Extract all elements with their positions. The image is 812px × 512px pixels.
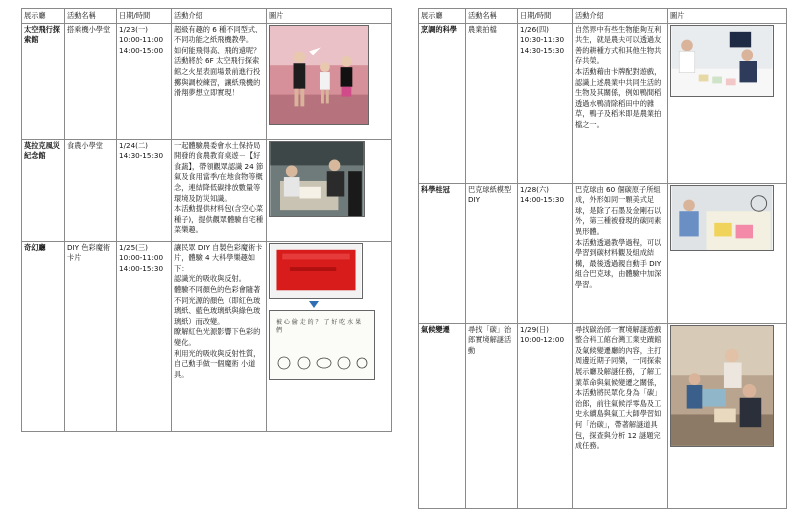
card-handwritten-text: 被 心 偷 走 的 ？ 了 好 吃 水 果 們	[276, 318, 362, 334]
datetime-cell: 1/29(日) 10:00-12:00	[518, 323, 573, 508]
hall-cell: 莫拉克風災紀念館	[22, 139, 65, 241]
intro-cell: 巴克球由 60 個碳原子所組成，外形如同一顆美式足球，是除了石墨及金剛石以外，第三種被發現的碳同素異形體。 本活動透過教學過程，可以學習到碳材料觀及組成結構，最後透過親自動手 DIY 組合巴克球，由體驗中加深學習。	[573, 183, 668, 323]
card-drawing-photo	[269, 310, 375, 380]
header-datetime: 日期/時間	[518, 9, 573, 24]
hall-cell: 太空飛行探索館	[22, 23, 65, 139]
photo-kids-paper-planes	[269, 25, 369, 125]
table-row	[419, 323, 787, 508]
image-cell	[267, 241, 392, 431]
header-hall: 展示廳	[419, 9, 466, 24]
intro-cell: 尋找碳治郎一實境解謎遊戲整合科工館台灣工業史蹟館及氣候變遷廳的內容，主打周邊近期子同樂，一同探索展示廳及解謎任務，了解工業革命與氣候變遷之關係，本活動將民眾化身為「碳」治郎，前往氣候浮零島及工史永續島與氣工大師學習如何「治碳」，帶著解謎道具包，探查與分析 12 謎題完成任務。	[573, 323, 668, 508]
header-image: 圖片	[668, 9, 787, 24]
table-row	[419, 23, 787, 183]
activity-name-cell: 尋找「碳」治郎實境解謎活動	[466, 323, 518, 508]
activity-name-cell: 搭乘機小學堂	[65, 23, 117, 139]
header-hall: 展示廳	[22, 9, 65, 24]
hall-cell: 科學桂冠	[419, 183, 466, 323]
header-intro: 活動介紹	[573, 9, 668, 24]
table-row	[22, 241, 392, 431]
hall-cell: 烹調的科學	[419, 23, 466, 183]
header-name: 活動名稱	[65, 9, 117, 24]
hall-cell: 奇幻廳	[22, 241, 65, 431]
datetime-cell: 1/24(二) 14:30-15:30	[117, 139, 172, 241]
hall-cell: 氣候變遷	[419, 323, 466, 508]
datetime-cell: 1/26(四) 10:30-11:30 14:30-15:30	[518, 23, 573, 183]
activity-name-cell: 巴克球紙模型 DIY	[466, 183, 518, 323]
arrow-down-icon	[309, 301, 319, 308]
table-row	[22, 23, 392, 139]
activity-name-cell: DIY 色彩魔術卡片	[65, 241, 117, 431]
datetime-cell: 1/25(三) 10:00-11:00 14:00-15:30	[117, 241, 172, 431]
photo-escape-game	[670, 325, 774, 447]
image-cell	[267, 23, 392, 139]
activity-name-cell: 食農小學堂	[65, 139, 117, 241]
activity-table-right	[418, 8, 787, 509]
photo-bucky-ball	[670, 185, 774, 251]
image-cell	[668, 23, 787, 183]
intro-cell: 超級有趣的 6 種不同型式、不同功能之紙飛機教學。 如何能飛得高、飛的遠呢？活動將於 6F 太空飛行探索館之火星表面場景前進行投擲與調校練習，讓紙飛機的滑翔夢想立即實現！	[172, 23, 267, 139]
table-header-row	[419, 9, 787, 24]
photo-board-game	[269, 141, 365, 217]
activity-table-left	[21, 8, 392, 432]
table-row	[22, 139, 392, 241]
table-row	[419, 183, 787, 323]
red-cellophane-photo	[269, 243, 363, 299]
intro-cell: 讓民眾 DIY 自製色彩魔術卡片，體驗 4 大科學樂趣如下： 認識光的吸收與反射。 體驗不同顏色的色彩會隨著不同光源的顏色（即紅色玻璃紙、藍色玻璃紙與綠色玻璃紙）而改變。 瞭解紅色光源影響下色彩的變化。 利用光的吸收與反射性質，自己動手做一個魔術 小道具。	[172, 241, 267, 431]
image-cell	[668, 183, 787, 323]
intro-cell: 一起體驗農委會水土保持局開發的食農教育桌遊－【好食蔬】，帶領觀眾認識 24 節氣及食用當季/在地食物等概念，連結降低碳排放數量等環境及防災知識。 本活動提供材料包(含空心菜種子)，提供觀眾體驗自宅種菜樂趣。	[172, 139, 267, 241]
header-name: 活動名稱	[466, 9, 518, 24]
intro-cell: 自然界中有些生物能夠互利共生，就是農夫可以透過友善的耕種方式和其他生物共存共榮。 本活動藉由卡牌配對遊戲，認識上述農業中共同生活的生物及其關係，例如鴨間稻透過水鴨清除稻田中的雜草，鴨子及稻米即是農業拍檔之一。	[573, 23, 668, 183]
header-datetime: 日期/時間	[117, 9, 172, 24]
photo-card-matching	[670, 25, 774, 97]
header-intro: 活動介紹	[172, 9, 267, 24]
image-cell	[267, 139, 392, 241]
photo-color-card	[269, 243, 377, 380]
table-header-row	[22, 9, 392, 24]
datetime-cell: 1/23(一) 10:00-11:00 14:00-15:00	[117, 23, 172, 139]
header-image: 圖片	[267, 9, 392, 24]
fruit-doodles	[270, 345, 374, 375]
activity-name-cell: 農業拍檔	[466, 23, 518, 183]
image-cell	[668, 323, 787, 508]
datetime-cell: 1/28(六) 14:00-15:30	[518, 183, 573, 323]
